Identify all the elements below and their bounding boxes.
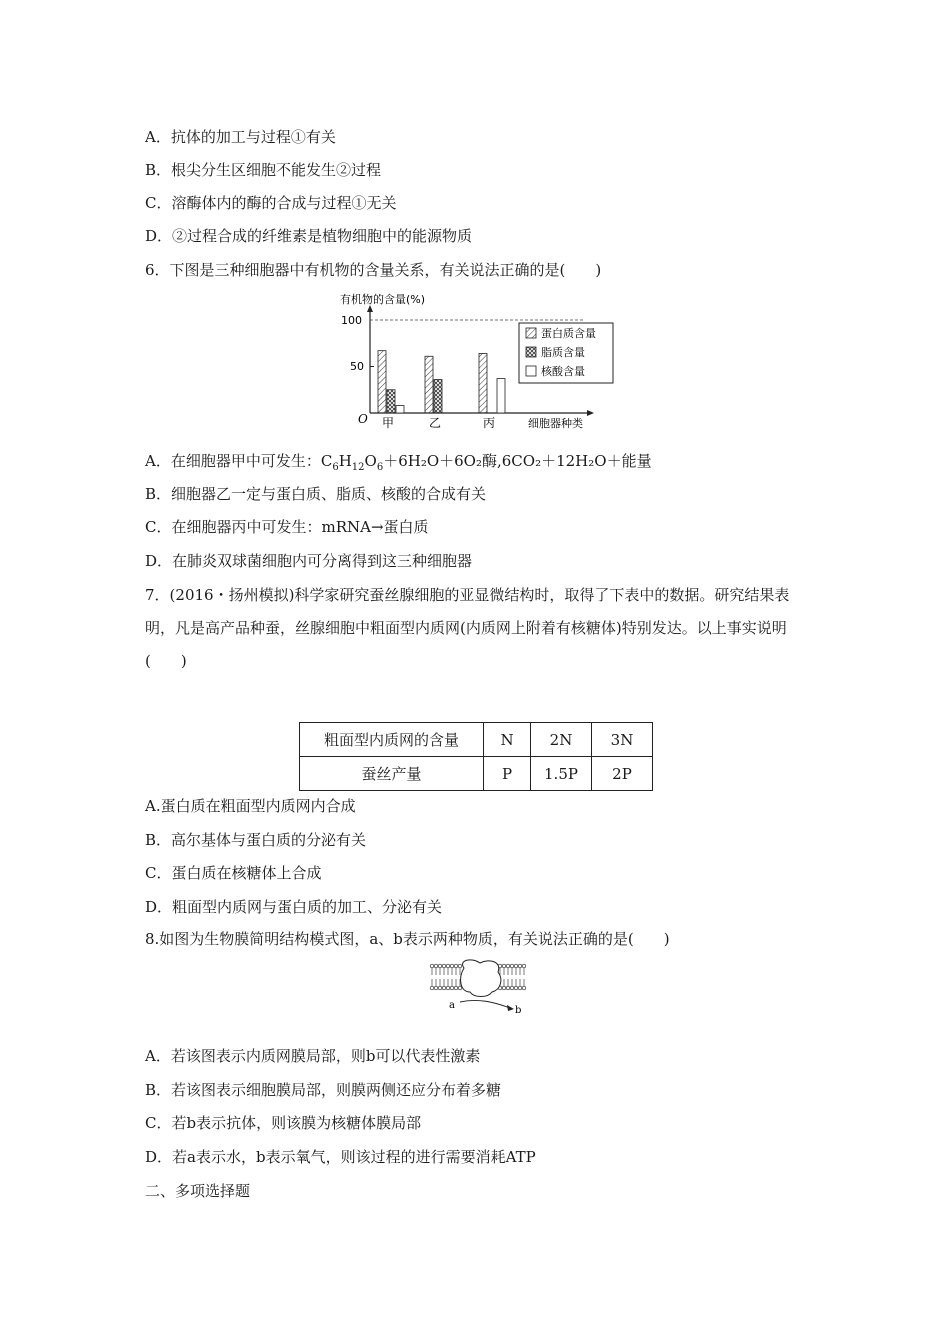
lipid-head <box>442 964 446 968</box>
table-cell: 2N <box>531 723 592 757</box>
lipid-head <box>458 986 462 990</box>
ytick-50: 50 <box>350 360 364 373</box>
q7-stem: 7．(2016・扬州模拟)科学家研究蚕丝腺细胞的亚显微结构时，取得了下表中的数据。研究结果表明，凡是高产品种蚕，丝腺细胞中粗面型内质网(内质网上附着有核糖体)特别发达。以上事实说明( ) <box>145 586 790 670</box>
bar-1-0 <box>425 356 433 413</box>
q5-option-a: A．抗体的加工与过程①有关 <box>145 128 336 146</box>
q7-option-d: D．粗面型内质网与蛋白质的加工、分泌有关 <box>145 898 443 916</box>
lipid-head <box>454 986 458 990</box>
transport-arrowhead <box>507 1005 514 1011</box>
category-label: 乙 <box>429 416 442 430</box>
lipid-head <box>430 964 434 968</box>
q6-option-a-post: ＋6H₂O＋6O₂酶,6CO₂＋12H₂O＋能量 <box>383 452 652 470</box>
bar-0-0 <box>378 351 386 413</box>
lipid-head <box>518 964 522 968</box>
lipid-head <box>442 986 446 990</box>
q8-option-d: D．若a表示水，b表示氧气，则该过程的进行需要消耗ATP <box>145 1148 536 1166</box>
q5-option-d: D．②过程合成的纤维素是植物细胞中的能源物质 <box>145 227 473 245</box>
q8-option-c: C．若b表示抗体，则该膜为核糖体膜局部 <box>145 1114 422 1132</box>
organelle-chart-svg <box>328 287 628 435</box>
lipid-head <box>438 964 442 968</box>
bar-0-2 <box>396 406 404 413</box>
lipid-head <box>514 986 518 990</box>
q6-option-a <box>145 451 652 478</box>
lipid-head <box>446 986 450 990</box>
section-2-heading: 二、多项选择题 <box>145 1182 251 1200</box>
lipid-head <box>510 964 514 968</box>
legend-swatch <box>526 366 536 376</box>
category-label: 甲 <box>382 416 395 430</box>
bar-0-1 <box>387 390 395 413</box>
q6-option-a-pre: A．在细胞器甲中可发生：C <box>145 452 333 470</box>
bar-2-0 <box>479 353 487 413</box>
q6-option-a-sub1: 6 <box>332 462 339 473</box>
table-row <box>300 757 653 791</box>
q6-option-b: B．细胞器乙一定与蛋白质、脂质、核酸的合成有关 <box>145 485 487 503</box>
legend-label: 核酸含量 <box>541 365 585 378</box>
table-cell: 粗面型内质网的含量 <box>300 723 484 757</box>
lipid-head <box>522 986 526 990</box>
lipid-head <box>502 964 506 968</box>
table-cell: N <box>484 723 531 757</box>
table-cell: 3N <box>592 723 653 757</box>
table-row <box>300 723 653 757</box>
q7-option-c: C．蛋白质在核糖体上合成 <box>145 864 322 882</box>
q6-option-a-sub2: 12 <box>351 462 365 473</box>
q6-option-d: D．在肺炎双球菌细胞内可分离得到这三种细胞器 <box>145 552 473 570</box>
label-a: a <box>449 1000 455 1011</box>
lipid-head <box>446 964 450 968</box>
q7-option-a: A.蛋白质在粗面型内质网内合成 <box>145 797 356 815</box>
table-cell: 蚕丝产量 <box>300 757 484 791</box>
bar-1-1 <box>434 380 442 413</box>
lipid-head <box>506 964 510 968</box>
membrane-svg <box>428 958 528 1018</box>
q6-option-a-mid1: H <box>338 452 352 470</box>
table-cell: P <box>484 757 531 791</box>
membrane-diagram <box>428 958 528 1018</box>
q5-option-c: C．溶酶体内的酶的合成与过程①无关 <box>145 194 397 212</box>
category-label: 丙 <box>483 416 496 430</box>
lipid-head <box>514 964 518 968</box>
transport-arrow <box>460 1000 510 1008</box>
y-axis-arrow <box>367 305 373 312</box>
lipid-head <box>438 986 442 990</box>
lipid-head <box>502 986 506 990</box>
lipid-head <box>454 964 458 968</box>
q6-option-a-mid2: O <box>364 452 377 470</box>
lipid-head <box>450 964 454 968</box>
x-axis-arrow <box>587 410 594 416</box>
lipid-head <box>434 986 438 990</box>
chart-xlabel: 细胞器种类 <box>528 417 583 430</box>
legend-swatch <box>526 347 536 357</box>
legend-label: 蛋白质含量 <box>541 327 596 340</box>
q8-option-a: A．若该图表示内质网膜局部，则b可以代表性激素 <box>145 1047 481 1065</box>
chart-origin: O <box>358 412 368 426</box>
q7-table <box>299 722 653 791</box>
lipid-head <box>434 964 438 968</box>
lipid-head <box>506 986 510 990</box>
q6-option-c: C．在细胞器丙中可发生：mRNA→蛋白质 <box>145 518 429 536</box>
organelle-chart <box>328 287 628 435</box>
lipid-head <box>522 964 526 968</box>
legend-swatch <box>526 328 536 338</box>
lipid-head <box>510 986 514 990</box>
bar-2-2 <box>497 379 505 413</box>
label-b: b <box>515 1005 522 1016</box>
lipid-head <box>518 986 522 990</box>
lipid-head <box>450 986 454 990</box>
q8-stem: 8.如图为生物膜简明结构模式图，a、b表示两种物质，有关说法正确的是( ) <box>145 930 670 948</box>
lipid-head <box>458 964 462 968</box>
ytick-100: 100 <box>341 314 362 327</box>
q6-stem: 6．下图是三种细胞器中有机物的含量关系，有关说法正确的是( ) <box>145 261 602 279</box>
legend-label: 脂质含量 <box>541 346 585 359</box>
q5-option-b: B．根尖分生区细胞不能发生②过程 <box>145 161 382 179</box>
table-cell: 1.5P <box>531 757 592 791</box>
chart-ylabel: 有机物的含量(%) <box>340 293 426 306</box>
q6-option-a-sub3: 6 <box>376 462 384 473</box>
q8-option-b: B．若该图表示细胞膜局部，则膜两侧还应分布着多糖 <box>145 1081 502 1099</box>
lipid-head <box>430 986 434 990</box>
table-cell: 2P <box>592 757 653 791</box>
membrane-protein <box>461 960 501 997</box>
q7-option-b: B．高尔基体与蛋白质的分泌有关 <box>145 831 367 849</box>
